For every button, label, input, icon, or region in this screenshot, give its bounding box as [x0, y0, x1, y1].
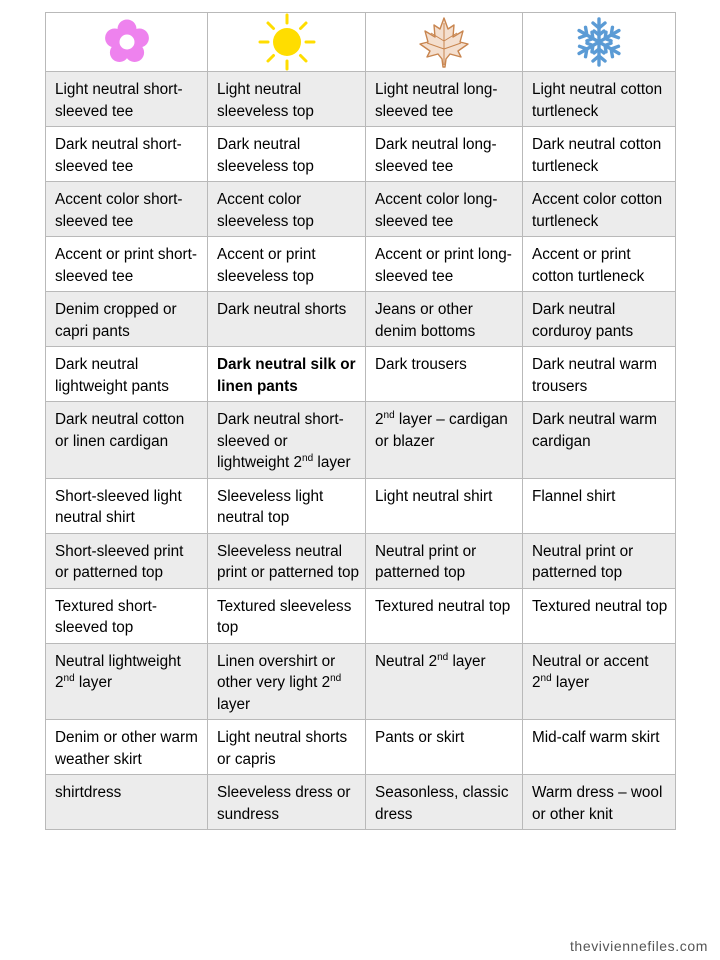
summer-item-cell: Dark neutral shorts — [208, 292, 366, 347]
autumn-item-cell: Light neutral shirt — [366, 478, 523, 533]
summer-item-cell: Accent color sleeveless top — [208, 182, 366, 237]
spring-item-cell: Neutral lightweight 2nd layer — [46, 643, 208, 720]
summer-item-cell: Dark neutral short-sleeved or lightweight 2nd layer — [208, 402, 366, 479]
wardrobe-table — [45, 12, 676, 830]
summer-item-cell: Accent or print sleeveless top — [208, 237, 366, 292]
autumn-column-header — [366, 13, 523, 72]
table-row — [46, 643, 676, 720]
autumn-item-cell: Light neutral long-sleeved tee — [366, 72, 523, 127]
winter-item-cell: Light neutral cotton turtleneck — [523, 72, 676, 127]
table-row — [46, 533, 676, 588]
autumn-item-cell: Accent color long-sleeved tee — [366, 182, 523, 237]
summer-item-cell: Sleeveless dress or sundress — [208, 775, 366, 830]
table-row — [46, 478, 676, 533]
table-row — [46, 402, 676, 479]
spring-item-cell: Denim or other warm weather skirt — [46, 720, 208, 775]
table-row — [46, 72, 676, 127]
spring-item-cell: Dark neutral lightweight pants — [46, 347, 208, 402]
summer-item-cell: Dark neutral silk or linen pants — [208, 347, 366, 402]
spring-item-cell: Accent color short-sleeved tee — [46, 182, 208, 237]
spring-item-cell: Short-sleeved print or patterned top — [46, 533, 208, 588]
winter-item-cell: Neutral print or patterned top — [523, 533, 676, 588]
table-row — [46, 127, 676, 182]
flower-icon — [101, 16, 153, 68]
summer-item-cell: Dark neutral sleeveless top — [208, 127, 366, 182]
autumn-item-cell: Seasonless, classic dress — [366, 775, 523, 830]
spring-item-cell: Textured short-sleeved top — [46, 588, 208, 643]
autumn-item-cell: Accent or print long-sleeved tee — [366, 237, 523, 292]
spring-column-header — [46, 13, 208, 72]
spring-item-cell: Denim cropped or capri pants — [46, 292, 208, 347]
autumn-item-cell: Textured neutral top — [366, 588, 523, 643]
table-row — [46, 292, 676, 347]
table-row — [46, 775, 676, 830]
autumn-item-cell: 2nd layer – cardigan or blazer — [366, 402, 523, 479]
spring-item-cell: Light neutral short-sleeved tee — [46, 72, 208, 127]
summer-column-header — [208, 13, 366, 72]
table-row — [46, 720, 676, 775]
spring-item-cell: Short-sleeved light neutral shirt — [46, 478, 208, 533]
winter-item-cell: Dark neutral cotton turtleneck — [523, 127, 676, 182]
autumn-item-cell: Neutral 2nd layer — [366, 643, 523, 720]
winter-item-cell: Accent color cotton turtleneck — [523, 182, 676, 237]
winter-item-cell: Mid-calf warm skirt — [523, 720, 676, 775]
table-row — [46, 588, 676, 643]
table-row — [46, 347, 676, 402]
summer-item-cell: Linen overshirt or other very light 2nd layer — [208, 643, 366, 720]
table-row — [46, 237, 676, 292]
winter-item-cell: Textured neutral top — [523, 588, 676, 643]
winter-item-cell: Flannel shirt — [523, 478, 676, 533]
winter-column-header — [523, 13, 676, 72]
summer-item-cell: Light neutral sleeveless top — [208, 72, 366, 127]
maple-leaf-icon — [417, 15, 471, 69]
autumn-item-cell: Dark neutral long-sleeved tee — [366, 127, 523, 182]
winter-item-cell: Dark neutral warm trousers — [523, 347, 676, 402]
spring-item-cell: Accent or print short-sleeved tee — [46, 237, 208, 292]
sun-icon — [257, 13, 317, 71]
autumn-item-cell: Neutral print or patterned top — [366, 533, 523, 588]
snowflake-icon — [572, 15, 626, 69]
summer-item-cell: Textured sleeveless top — [208, 588, 366, 643]
autumn-item-cell: Jeans or other denim bottoms — [366, 292, 523, 347]
winter-item-cell: Dark neutral corduroy pants — [523, 292, 676, 347]
season-header-row — [46, 13, 676, 72]
summer-item-cell: Sleeveless light neutral top — [208, 478, 366, 533]
autumn-item-cell: Dark trousers — [366, 347, 523, 402]
summer-item-cell: Light neutral shorts or capris — [208, 720, 366, 775]
table-row — [46, 182, 676, 237]
winter-item-cell: Warm dress – wool or other knit — [523, 775, 676, 830]
winter-item-cell: Accent or print cotton turtleneck — [523, 237, 676, 292]
autumn-item-cell: Pants or skirt — [366, 720, 523, 775]
summer-item-cell: Sleeveless neutral print or patterned top — [208, 533, 366, 588]
spring-item-cell: Dark neutral cotton or linen cardigan — [46, 402, 208, 479]
site-credit: theviviennefiles.com — [569, 938, 708, 954]
spring-item-cell: shirtdress — [46, 775, 208, 830]
winter-item-cell: Dark neutral warm cardigan — [523, 402, 676, 479]
spring-item-cell: Dark neutral short-sleeved tee — [46, 127, 208, 182]
winter-item-cell: Neutral or accent 2nd layer — [523, 643, 676, 720]
